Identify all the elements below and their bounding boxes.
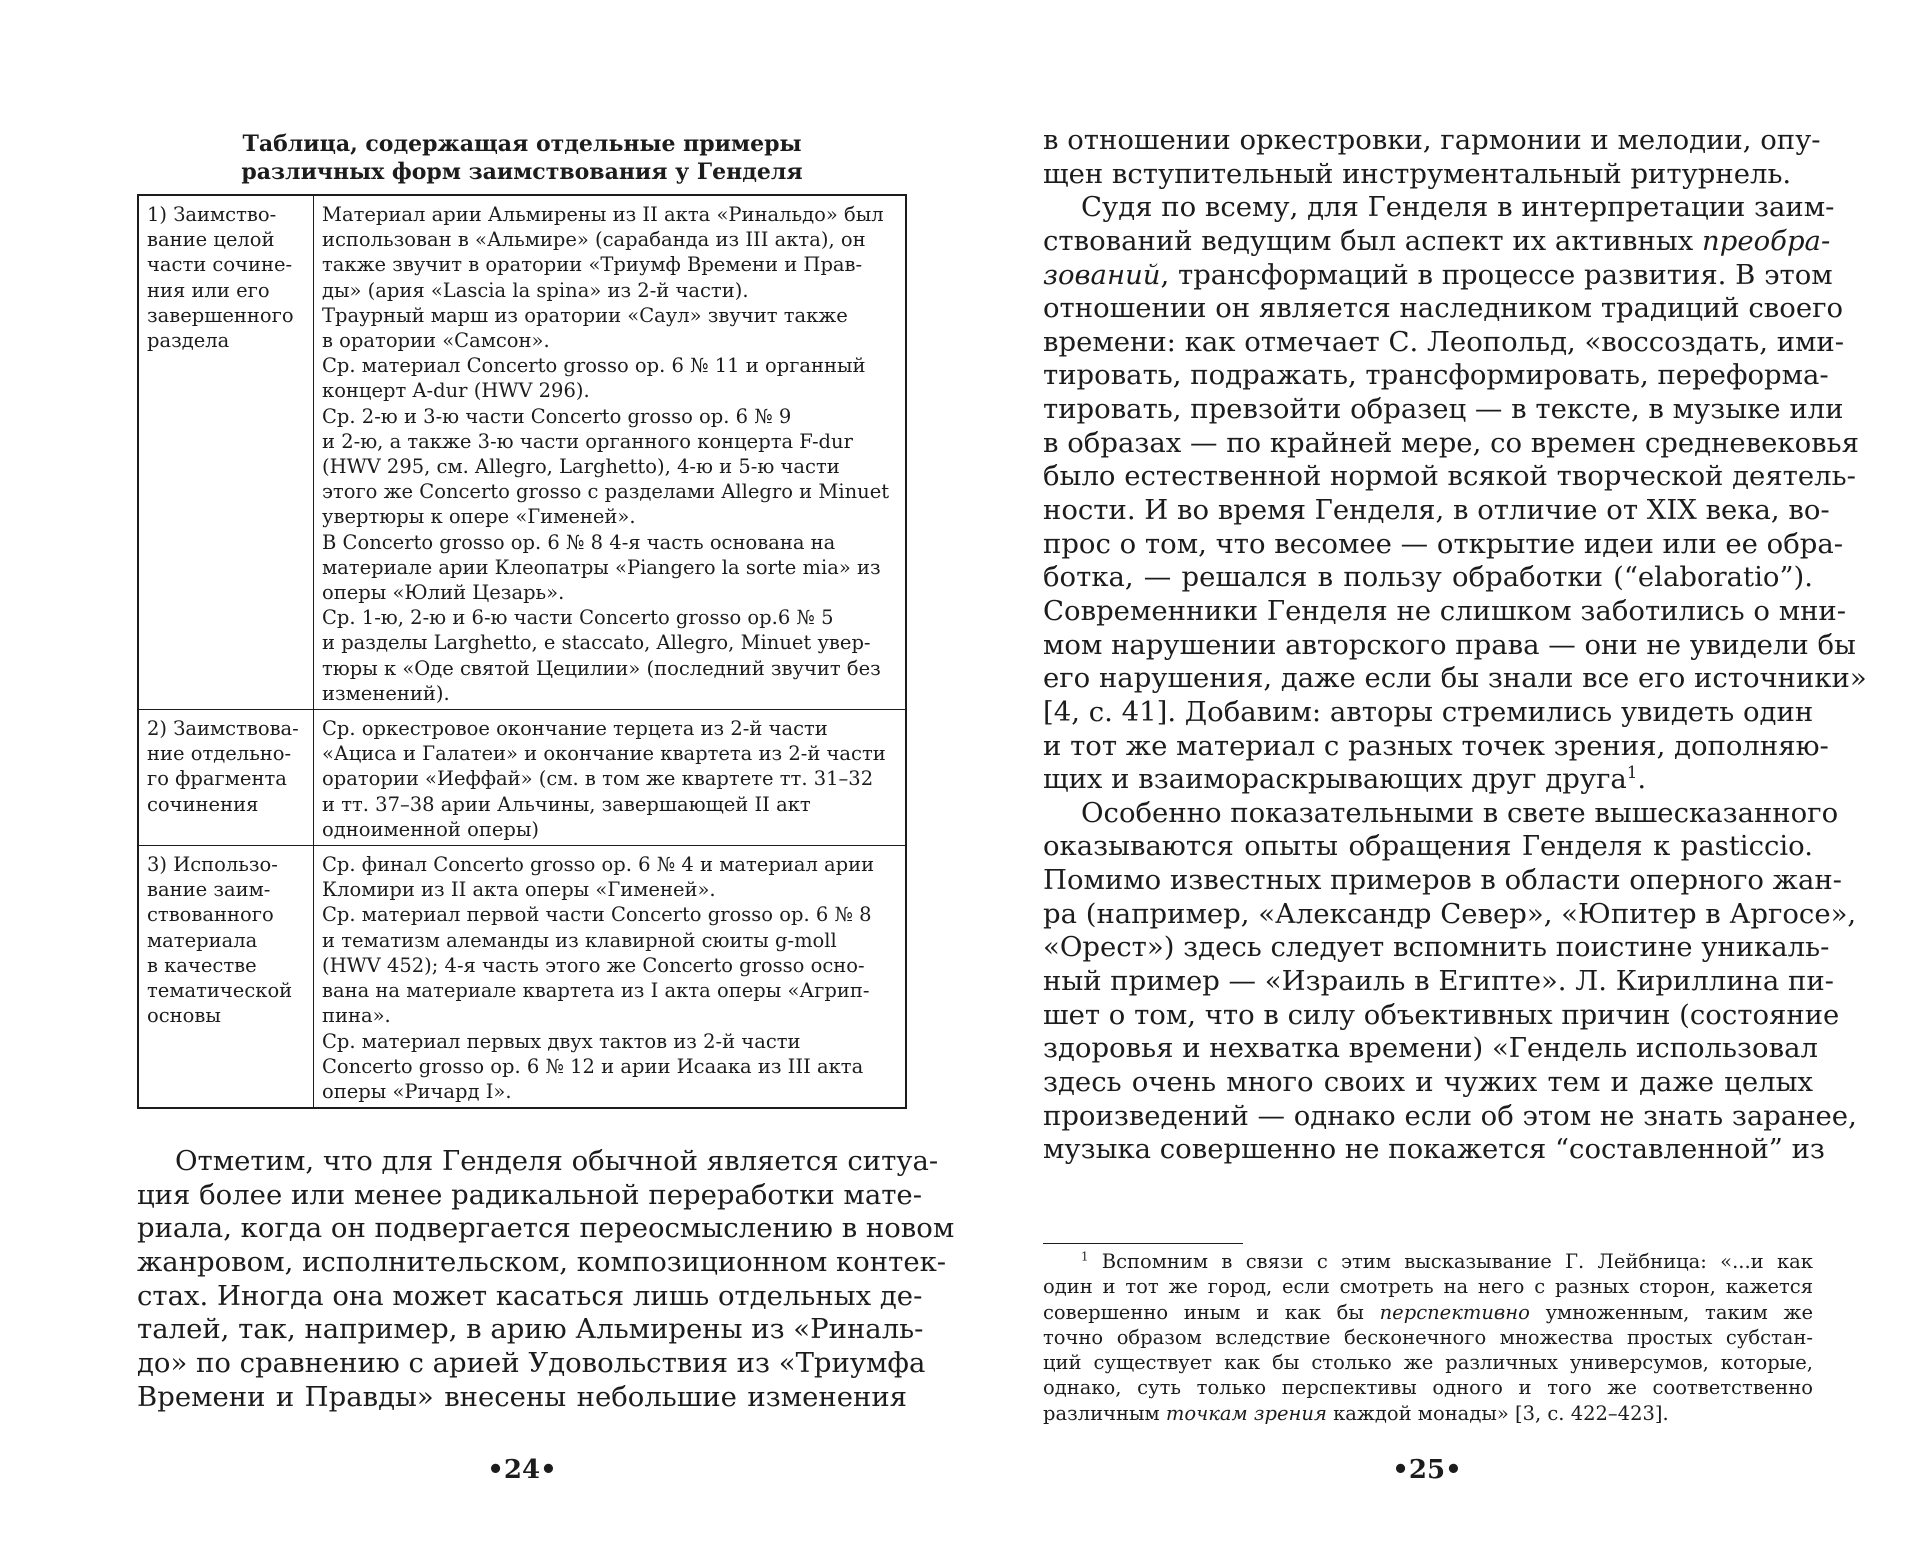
text-line	[1043, 763, 1813, 797]
borrowing-examples-cell	[314, 195, 907, 710]
cell-line: Траурный марш из оратории «Саул» звучит также	[322, 303, 848, 327]
cell-line: оперы «Ричард I».	[322, 1079, 512, 1103]
cell-line: «Ациса и Галатеи» и окончание квартета из 2-й части	[322, 742, 886, 766]
cell-line: части сочине-	[147, 253, 293, 277]
table-caption-line: различных форм заимствования у Генделя	[241, 159, 803, 185]
text-line: отношении он является наследником традиций своего	[1043, 292, 1844, 325]
cell-line: в качестве	[147, 953, 257, 977]
cell-line: вание целой	[147, 228, 275, 252]
text-run: каждой монады» [3, с. 422–423].	[1326, 1401, 1669, 1425]
page-number: •25•	[1392, 1455, 1462, 1485]
cell-line: (HWV 452); 4-я часть этого же Concerto grosso осно-	[322, 953, 865, 977]
cell-line: 3) Использо-	[147, 853, 278, 877]
borrowing-type-cell	[138, 195, 314, 710]
cell-line: оперы «Юлий Цезарь».	[322, 581, 565, 605]
cell-line: тематической	[147, 979, 293, 1003]
borrowing-type-cell	[138, 710, 314, 846]
table-caption	[137, 130, 907, 186]
text-run: Вспомним в связи с этим высказывание Г. Лейбница: «...и как	[1088, 1250, 1813, 1273]
cell-line: также звучит в оратории «Триумф Времени и Прав-	[322, 253, 863, 277]
footnote-line	[1043, 1300, 1813, 1325]
text-line: щен вступительный инструментальный ритурнель.	[1043, 157, 1792, 190]
text-line: здоровья и нехватка времени) «Гендель использовал	[1043, 1032, 1818, 1065]
text-line: прос о том, что весомее — открытие идеи или ее обра-	[1043, 527, 1844, 560]
text-line: ный пример — «Израиль в Египте». Л. Кириллина пи-	[1043, 965, 1834, 998]
text-line: тировать, подражать, трансформировать, переформа-	[1043, 359, 1829, 392]
cell-line: Ср. 1-ю, 2-ю и 6-ю части Concerto grosso ор.6 № 5	[322, 606, 834, 630]
text-line: произведений — однако если об этом не знать заранее,	[1043, 1099, 1857, 1132]
text-line: Отметим, что для Генделя обычной является ситуа-	[175, 1145, 939, 1177]
text-line: Особенно показательными в свете вышесказанного	[1081, 796, 1839, 829]
text-run: , трансформаций в процессе развития. В этом	[1160, 258, 1833, 291]
footnote-marker: 1	[1081, 1249, 1089, 1264]
text-line: музыка совершенно не покажется “составленной” из	[1043, 1133, 1825, 1166]
text-line	[1043, 258, 1833, 293]
cell-line: пина».	[322, 1004, 391, 1028]
cell-line: материале арии Клеопатры «Piangero la sorte mia» из	[322, 555, 881, 579]
cell-line: го фрагмента	[147, 767, 287, 791]
cell-line: Ср. оркестровое окончание терцета из 2-й части	[322, 717, 828, 741]
emphasis-text: преобра-	[1702, 224, 1831, 257]
cell-line: Кломири из II акта оперы «Гименей».	[322, 878, 716, 902]
text-line: мом нарушении авторского права — они не увидели бы	[1043, 628, 1856, 661]
footnote-line: один и тот же город, если смотреть на него с разных сторон, кажется	[1043, 1275, 1813, 1299]
text-line: здесь очень много своих и чужих тем и даже целых	[1043, 1065, 1813, 1098]
footnote	[1043, 1249, 1813, 1426]
cell-line: концерт A-dur (HWV 296).	[322, 379, 590, 403]
footnote-ref: 1	[1626, 763, 1638, 783]
cell-line: в оратории «Самсон».	[322, 329, 550, 353]
text-line: жанровом, исполнительском, композиционном контек-	[137, 1246, 947, 1279]
cell-line: ния или его	[147, 278, 270, 302]
cell-line: использован в «Альмире» (сарабанда из III акта), он	[322, 228, 866, 252]
text-line: ция более или менее радикальной переработки мате-	[137, 1178, 922, 1211]
text-line: его нарушения, даже если бы знали все его источники»	[1043, 662, 1867, 695]
cell-line: оратории «Иеффай» (см. в том же квартете тт. 31–32	[322, 767, 874, 791]
cell-line: Ср. финал Concerto grosso ор. 6 № 4 и материал арии	[322, 853, 875, 877]
cell-line: тюры к «Оде святой Цецилии» (последний звучит без	[322, 656, 881, 680]
cell-line: Ср. материал первой части Concerto grosso ор. 6 № 8	[322, 903, 872, 927]
text-line: ботка, — решался в пользу обработки (“elaboratio”).	[1043, 561, 1813, 594]
text-line: Помимо известных примеров в области оперного жан-	[1043, 864, 1842, 897]
cell-line: изменений).	[322, 681, 450, 705]
text-line: оказываются опыты обращения Генделя к pasticcio.	[1043, 830, 1813, 863]
text-line: тировать, превзойти образец — в тексте, в музыке или	[1043, 393, 1844, 426]
cell-line: (HWV 295, см. Allegro, Larghetto), 4-ю и 5-ю части	[322, 455, 840, 479]
footnote-divider	[1043, 1243, 1243, 1244]
footnote-line: точно образом вследствие бесконечного множества простых субстан-	[1043, 1325, 1813, 1349]
emphasis-text: перспективно	[1379, 1300, 1530, 1324]
emphasis-text: точкам зрения	[1165, 1401, 1327, 1425]
text-line: ности. И во время Генделя, в отличие от XIX века, во-	[1043, 494, 1830, 527]
cell-line: и разделы Larghetto, e staccato, Allegro, Minuet увер-	[322, 631, 871, 655]
text-line: Времени и Правды» внесены небольшие изменения	[137, 1380, 907, 1413]
text-line: Судя по всему, для Генделя в интерпретации заим-	[1081, 191, 1835, 224]
footnote-line	[1043, 1401, 1813, 1426]
cell-line: ствованного	[147, 903, 274, 927]
text-line: и тот же материал с разных точек зрения, дополняю-	[1043, 729, 1829, 762]
footnote-line: однако, суть только перспективы одного и того же соответственно	[1043, 1376, 1813, 1400]
text-line: ра (например, «Александр Север», «Юпитер в Аргосе»,	[1043, 897, 1857, 930]
text-line: до» по сравнению с арией Удовольствия из «Триумфа	[137, 1347, 926, 1380]
cell-line: завершенного	[147, 303, 294, 327]
text-line: в образах — по крайней мере, со времен средневековья	[1043, 426, 1859, 459]
cell-line: увертюры к опере «Гименей».	[322, 505, 636, 529]
footnote-line: ций существует как бы столько же различных универсумов, которые,	[1043, 1351, 1813, 1375]
text-run: умноженным, таким же	[1529, 1300, 1814, 1324]
emphasis-text: зований	[1043, 258, 1161, 291]
text-line: «Орест») здесь следует вспомнить поистине уникаль-	[1043, 931, 1830, 964]
cell-line: ды» (ария «Lascia la spina» из 2-й части).	[322, 278, 749, 302]
cell-line: основы	[147, 1004, 221, 1028]
cell-line: В Concerto grosso ор. 6 № 8 4-я часть основана на	[322, 530, 836, 554]
cell-line: вана на материале квартета из I акта оперы «Агрип-	[322, 979, 870, 1003]
text-line: стах. Иногда она может касаться лишь отдельных де-	[137, 1279, 923, 1312]
text-line	[1043, 224, 1831, 259]
borrowing-examples-cell	[314, 846, 907, 1109]
text-line: [4, с. 41]. Добавим: авторы стремились увидеть один	[1043, 695, 1814, 728]
text-run: различным	[1043, 1401, 1166, 1425]
text-run: .	[1637, 763, 1647, 796]
cell-line: Ср. материал Concerto grosso ор. 6 № 11 и органный	[322, 354, 866, 378]
text-line: талей, так, например, в арию Альмирены из «Риналь-	[137, 1313, 924, 1346]
text-line: риала, когда он подвергается переосмыслению в новом	[137, 1212, 955, 1245]
right-body-text	[1043, 124, 1867, 1167]
table-row	[138, 195, 906, 710]
table-caption-line: Таблица, содержащая отдельные примеры	[242, 131, 802, 157]
cell-line: раздела	[147, 329, 230, 353]
table-row	[138, 846, 906, 1109]
cell-line: ние отдельно-	[147, 742, 292, 766]
cell-line: 1) Заимство-	[147, 203, 277, 226]
table-row	[138, 710, 906, 846]
text-run: ствований ведущим был аспект их активных	[1043, 224, 1703, 257]
text-line: времени: как отмечает С. Леопольд, «воссоздать, ими-	[1043, 325, 1845, 358]
text-line: в отношении оркестровки, гармонии и мелодии, опу-	[1043, 124, 1821, 156]
cell-line: сочинения	[147, 792, 259, 816]
left-body-text	[137, 1145, 955, 1415]
cell-line: одноименной оперы)	[322, 817, 540, 841]
cell-line: Материал арии Альмирены из II акта «Ринальдо» был	[322, 203, 884, 226]
text-run: совершенно иным и как бы	[1043, 1300, 1380, 1324]
cell-line: Ср. материал первых двух тактов из 2-й части	[322, 1029, 801, 1053]
cell-line: вание заим-	[147, 878, 271, 902]
page-number: •24•	[487, 1455, 557, 1485]
footnote-line	[1043, 1249, 1813, 1274]
cell-line: и тематизм алеманды из клавирной сюиты g-moll	[322, 928, 837, 952]
text-line: было естественной нормой всякой творческой деятель-	[1043, 460, 1856, 493]
text-run: щих и взаимораскрывающих друг друга	[1043, 763, 1627, 796]
cell-line: и 2-ю, а также 3-ю части органного концерта F-dur	[322, 429, 853, 453]
borrowing-table	[137, 194, 907, 1109]
cell-line: 2) Заимствова-	[147, 717, 299, 741]
borrowing-type-cell	[138, 846, 314, 1109]
cell-line: Ср. 2-ю и 3-ю части Concerto grosso ор. 6 № 9	[322, 404, 792, 428]
cell-line: этого же Concerto grosso с разделами Allegro и Minuet	[322, 480, 890, 504]
cell-line: Concerto grosso ор. 6 № 12 и арии Исаака из III акта	[322, 1054, 864, 1078]
cell-line: материала	[147, 928, 258, 952]
text-line: шет о том, что в силу объективных причин (состояние	[1043, 998, 1840, 1031]
cell-line: и тт. 37–38 арии Альчины, завершающей II акт	[322, 792, 811, 816]
text-line: Современники Генделя не слишком заботились о мни-	[1043, 594, 1847, 627]
borrowing-examples-cell	[314, 710, 907, 846]
